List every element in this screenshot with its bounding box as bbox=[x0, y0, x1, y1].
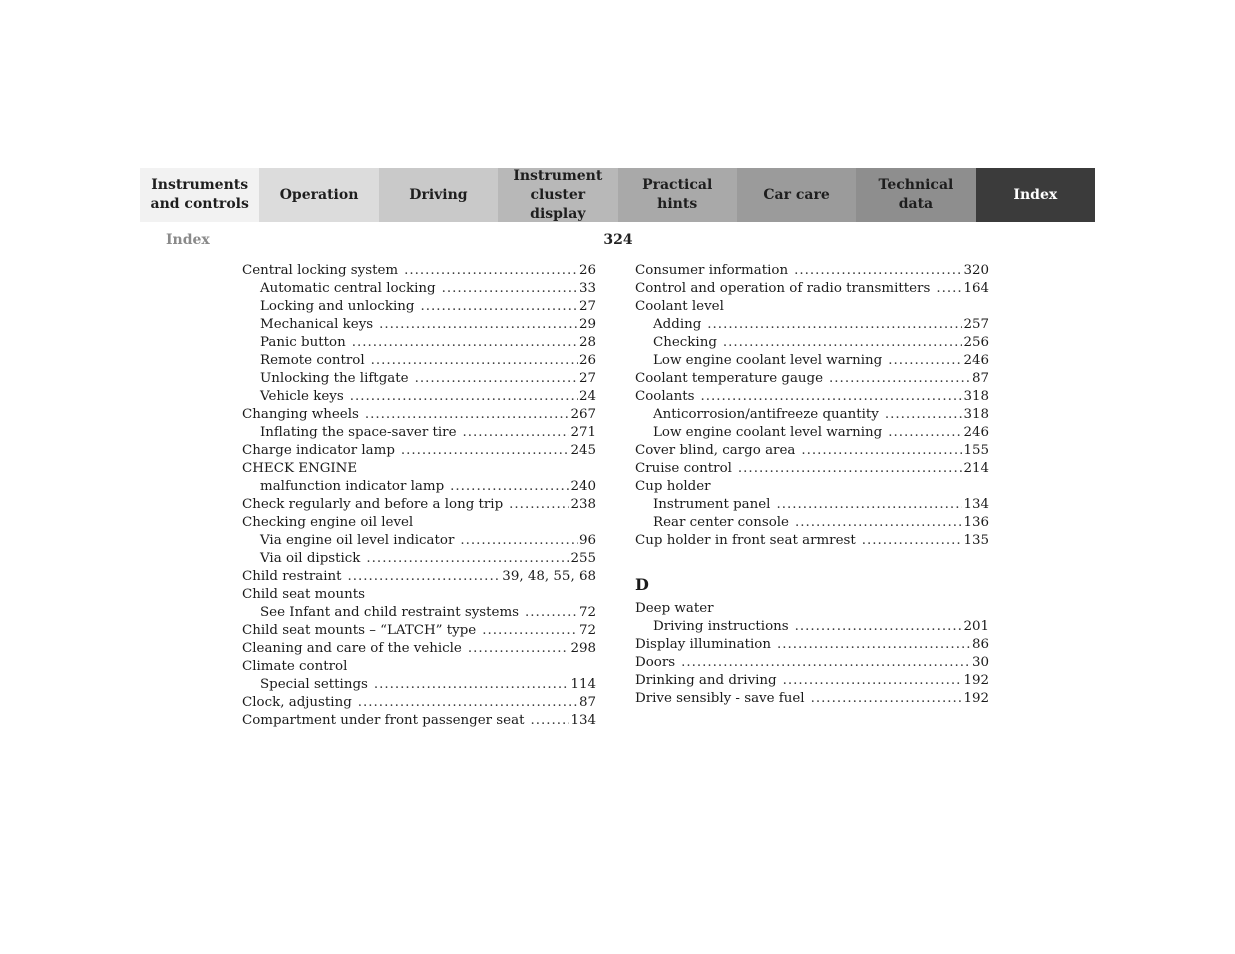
index-page-ref[interactable]: 318 bbox=[963, 389, 989, 404]
index-term: Cup holder in front seat armrest bbox=[635, 533, 856, 548]
index-entry[interactable] bbox=[242, 640, 596, 658]
index-entry[interactable] bbox=[242, 280, 596, 298]
index-entry[interactable] bbox=[242, 568, 596, 586]
index-entry[interactable] bbox=[635, 298, 989, 316]
index-page-ref[interactable]: 318 bbox=[963, 407, 989, 422]
dot-leader bbox=[885, 406, 963, 424]
index-page-ref[interactable]: 29 bbox=[578, 317, 596, 332]
dot-leader bbox=[460, 532, 578, 550]
index-entry[interactable] bbox=[635, 280, 989, 298]
dot-leader bbox=[348, 568, 502, 586]
index-term: malfunction indicator lamp bbox=[260, 479, 445, 494]
index-term: Special settings bbox=[260, 677, 368, 692]
index-term: Child seat mounts bbox=[242, 587, 365, 602]
dot-leader bbox=[783, 672, 963, 690]
index-entry[interactable] bbox=[635, 442, 989, 460]
index-term: Compartment under front passenger seat bbox=[242, 713, 525, 728]
index-entry[interactable] bbox=[242, 676, 596, 694]
index-entry[interactable] bbox=[635, 636, 989, 654]
dot-leader bbox=[442, 280, 578, 298]
tab-car-care[interactable]: Car care bbox=[737, 168, 856, 222]
chapter-tabs bbox=[140, 168, 1095, 222]
dot-leader bbox=[701, 388, 963, 406]
dot-leader bbox=[681, 654, 971, 672]
tab-instrument-cluster-display[interactable]: Instrument cluster display bbox=[498, 168, 617, 222]
index-term: Low engine coolant level warning bbox=[653, 353, 883, 368]
index-page-ref[interactable]: 201 bbox=[963, 619, 989, 634]
index-entry[interactable] bbox=[242, 388, 596, 406]
dot-leader bbox=[794, 262, 962, 280]
index-entry[interactable] bbox=[635, 388, 989, 406]
dot-leader bbox=[415, 370, 578, 388]
index-term: Driving instructions bbox=[653, 619, 789, 634]
index-page-ref[interactable]: 30 bbox=[971, 655, 989, 670]
index-term: Cleaning and care of the vehicle bbox=[242, 641, 462, 656]
dot-leader bbox=[371, 352, 578, 370]
index-term: Climate control bbox=[242, 659, 348, 674]
index-entry[interactable] bbox=[635, 618, 989, 636]
index-page-ref[interactable]: 214 bbox=[963, 461, 989, 476]
page-number: 324 bbox=[603, 232, 633, 248]
dot-leader bbox=[707, 316, 962, 334]
dot-leader bbox=[366, 550, 569, 568]
dot-leader bbox=[379, 316, 578, 334]
index-term: Remote control bbox=[260, 353, 365, 368]
index-entry[interactable] bbox=[635, 532, 989, 550]
index-entry[interactable] bbox=[635, 352, 989, 370]
index-term: Coolants bbox=[635, 389, 695, 404]
index-term: Clock, adjusting bbox=[242, 695, 352, 710]
dot-leader bbox=[352, 334, 578, 352]
index-term: Consumer information bbox=[635, 263, 789, 278]
index-page-ref[interactable]: 256 bbox=[963, 335, 989, 350]
index-entry[interactable] bbox=[635, 316, 989, 334]
index-term: Locking and unlocking bbox=[260, 299, 415, 314]
index-entry[interactable] bbox=[635, 334, 989, 352]
index-page-ref[interactable]: 114 bbox=[570, 677, 596, 692]
index-entry[interactable] bbox=[242, 316, 596, 334]
index-page-ref[interactable]: 72 bbox=[578, 623, 596, 638]
index-term: See Infant and child restraint systems bbox=[260, 605, 520, 620]
index-page-ref[interactable]: 27 bbox=[578, 299, 596, 314]
index-page-ref[interactable]: 255 bbox=[570, 551, 596, 566]
index-term: Cover blind, cargo area bbox=[635, 443, 796, 458]
dot-leader bbox=[801, 442, 962, 460]
index-page-ref[interactable]: 24 bbox=[578, 389, 596, 404]
index-term: Mechanical keys bbox=[260, 317, 374, 332]
dot-leader bbox=[509, 496, 569, 514]
index-page-ref[interactable]: 257 bbox=[963, 317, 989, 332]
index-entry[interactable] bbox=[635, 654, 989, 672]
index-page-ref[interactable]: 33 bbox=[578, 281, 596, 296]
index-term: Drive sensibly - save fuel bbox=[635, 691, 805, 706]
tab-instruments-and-controls[interactable]: Instruments and controls bbox=[140, 168, 259, 222]
index-page-ref[interactable]: 134 bbox=[963, 497, 989, 512]
index-entry[interactable] bbox=[635, 478, 989, 496]
index-entry[interactable] bbox=[242, 550, 596, 568]
index-entry[interactable] bbox=[635, 424, 989, 442]
section-label: Index bbox=[166, 232, 210, 248]
dot-leader bbox=[358, 694, 578, 712]
index-list-c bbox=[635, 262, 989, 550]
index-page-ref[interactable]: 320 bbox=[963, 263, 989, 278]
index-page-ref[interactable]: 87 bbox=[578, 695, 596, 710]
index-entry[interactable] bbox=[242, 694, 596, 712]
index-entry[interactable] bbox=[242, 604, 596, 622]
index-entry[interactable] bbox=[635, 370, 989, 388]
index-term: Cup holder bbox=[635, 479, 711, 494]
index-term: Cruise control bbox=[635, 461, 732, 476]
tab-practical-hints[interactable]: Practical hints bbox=[618, 168, 737, 222]
index-column-right bbox=[635, 262, 989, 708]
dot-leader bbox=[777, 636, 971, 654]
index-term: Low engine coolant level warning bbox=[653, 425, 883, 440]
index-term: Doors bbox=[635, 655, 676, 670]
dot-leader bbox=[888, 424, 962, 442]
index-term: Adding bbox=[653, 317, 702, 332]
index-page-ref[interactable]: 136 bbox=[963, 515, 989, 530]
index-entry[interactable] bbox=[242, 658, 596, 676]
index-term: Rear center console bbox=[653, 515, 789, 530]
dot-leader bbox=[365, 406, 570, 424]
index-page-ref[interactable]: 240 bbox=[570, 479, 596, 494]
index-term: Checking engine oil level bbox=[242, 515, 414, 530]
index-entry[interactable] bbox=[635, 496, 989, 514]
dot-leader bbox=[450, 478, 569, 496]
dot-leader bbox=[829, 370, 971, 388]
index-page-ref[interactable]: 28 bbox=[578, 335, 596, 350]
index-page-ref[interactable]: 192 bbox=[963, 691, 989, 706]
index-term: Charge indicator lamp bbox=[242, 443, 395, 458]
index-page-ref[interactable]: 192 bbox=[963, 673, 989, 688]
index-term: Child restraint bbox=[242, 569, 342, 584]
dot-leader bbox=[530, 712, 569, 730]
dot-leader bbox=[738, 460, 963, 478]
index-term: Unlocking the liftgate bbox=[260, 371, 409, 386]
index-term: Display illumination bbox=[635, 637, 771, 652]
index-letter-heading: D bbox=[635, 575, 649, 594]
index-term: Changing wheels bbox=[242, 407, 359, 422]
index-term: Anticorrosion/antifreeze quantity bbox=[653, 407, 879, 422]
dot-leader bbox=[776, 496, 962, 514]
index-entry[interactable] bbox=[242, 442, 596, 460]
index-entry[interactable] bbox=[242, 262, 596, 280]
index-page-ref[interactable]: 72 bbox=[578, 605, 596, 620]
index-entry[interactable] bbox=[242, 586, 596, 604]
dot-leader bbox=[723, 334, 963, 352]
index-term: Panic button bbox=[260, 335, 346, 350]
index-entry[interactable] bbox=[635, 406, 989, 424]
index-entry[interactable] bbox=[635, 514, 989, 532]
index-entry[interactable] bbox=[635, 690, 989, 708]
index-page-ref[interactable]: 298 bbox=[570, 641, 596, 656]
dot-leader bbox=[463, 424, 570, 442]
dot-leader bbox=[374, 676, 570, 694]
index-page-ref[interactable]: 238 bbox=[570, 497, 596, 512]
index-page-ref[interactable]: 27 bbox=[578, 371, 596, 386]
index-entry[interactable] bbox=[242, 496, 596, 514]
index-page-ref[interactable]: 267 bbox=[570, 407, 596, 422]
tab-operation[interactable]: Operation bbox=[259, 168, 378, 222]
dot-leader bbox=[795, 618, 963, 636]
index-entry[interactable] bbox=[242, 370, 596, 388]
index-entry[interactable] bbox=[242, 406, 596, 424]
index-term: Checking bbox=[653, 335, 717, 350]
index-entry[interactable] bbox=[242, 424, 596, 442]
dot-leader bbox=[862, 532, 963, 550]
tab-index[interactable]: Index bbox=[976, 168, 1095, 222]
index-term: Child seat mounts – “LATCH” type bbox=[242, 623, 477, 638]
dot-leader bbox=[795, 514, 962, 532]
index-term: Check regularly and before a long trip bbox=[242, 497, 504, 512]
index-term: Coolant temperature gauge bbox=[635, 371, 824, 386]
index-term: Control and operation of radio transmitters bbox=[635, 281, 931, 296]
index-page-ref[interactable]: 26 bbox=[578, 353, 596, 368]
index-entry[interactable] bbox=[242, 460, 596, 478]
index-term: Central locking system bbox=[242, 263, 399, 278]
index-entry[interactable] bbox=[242, 334, 596, 352]
index-term: Via engine oil level indicator bbox=[260, 533, 455, 548]
dot-leader bbox=[420, 298, 578, 316]
tab-technical-data[interactable]: Technical data bbox=[856, 168, 975, 222]
dot-leader bbox=[468, 640, 570, 658]
index-page-ref[interactable]: 26 bbox=[578, 263, 596, 278]
index-entry[interactable] bbox=[242, 712, 596, 730]
index-term: Automatic central locking bbox=[260, 281, 436, 296]
index-term: Instrument panel bbox=[653, 497, 771, 512]
index-entry[interactable] bbox=[635, 672, 989, 690]
index-page-ref[interactable]: 135 bbox=[963, 533, 989, 548]
index-term: Via oil dipstick bbox=[260, 551, 361, 566]
index-entry[interactable] bbox=[635, 460, 989, 478]
index-page-ref[interactable]: 87 bbox=[971, 371, 989, 386]
dot-leader bbox=[404, 262, 578, 280]
index-entry[interactable] bbox=[242, 532, 596, 550]
dot-leader bbox=[888, 352, 962, 370]
index-page-ref[interactable]: 271 bbox=[570, 425, 596, 440]
index-page-ref[interactable]: 39, 48, 55, 68 bbox=[502, 569, 596, 584]
index-entry[interactable] bbox=[242, 352, 596, 370]
index-list-d bbox=[635, 600, 989, 708]
index-page-ref[interactable]: 245 bbox=[570, 443, 596, 458]
index-entry[interactable] bbox=[242, 478, 596, 496]
dot-leader bbox=[482, 622, 578, 640]
index-term: Inflating the space-saver tire bbox=[260, 425, 457, 440]
dot-leader bbox=[401, 442, 570, 460]
dot-leader bbox=[525, 604, 578, 622]
index-term: Drinking and driving bbox=[635, 673, 777, 688]
index-term: CHECK ENGINE bbox=[242, 461, 358, 476]
index-page-ref[interactable]: 96 bbox=[578, 533, 596, 548]
index-page-ref[interactable]: 246 bbox=[963, 425, 989, 440]
dot-leader bbox=[936, 280, 962, 298]
index-page-ref[interactable]: 155 bbox=[963, 443, 989, 458]
index-term: Vehicle keys bbox=[260, 389, 344, 404]
index-page-ref[interactable]: 134 bbox=[570, 713, 596, 728]
dot-leader bbox=[350, 388, 578, 406]
index-term: Deep water bbox=[635, 601, 714, 616]
index-entry[interactable] bbox=[242, 514, 596, 532]
index-page-ref[interactable]: 164 bbox=[963, 281, 989, 296]
index-page-ref[interactable]: 246 bbox=[963, 353, 989, 368]
index-page-ref[interactable]: 86 bbox=[971, 637, 989, 652]
dot-leader bbox=[811, 690, 963, 708]
tab-driving[interactable]: Driving bbox=[379, 168, 498, 222]
index-entry[interactable] bbox=[635, 262, 989, 280]
index-column-left bbox=[242, 262, 596, 730]
index-entry[interactable] bbox=[242, 298, 596, 316]
index-term: Coolant level bbox=[635, 299, 724, 314]
index-entry[interactable] bbox=[635, 600, 989, 618]
index-entry[interactable] bbox=[242, 622, 596, 640]
